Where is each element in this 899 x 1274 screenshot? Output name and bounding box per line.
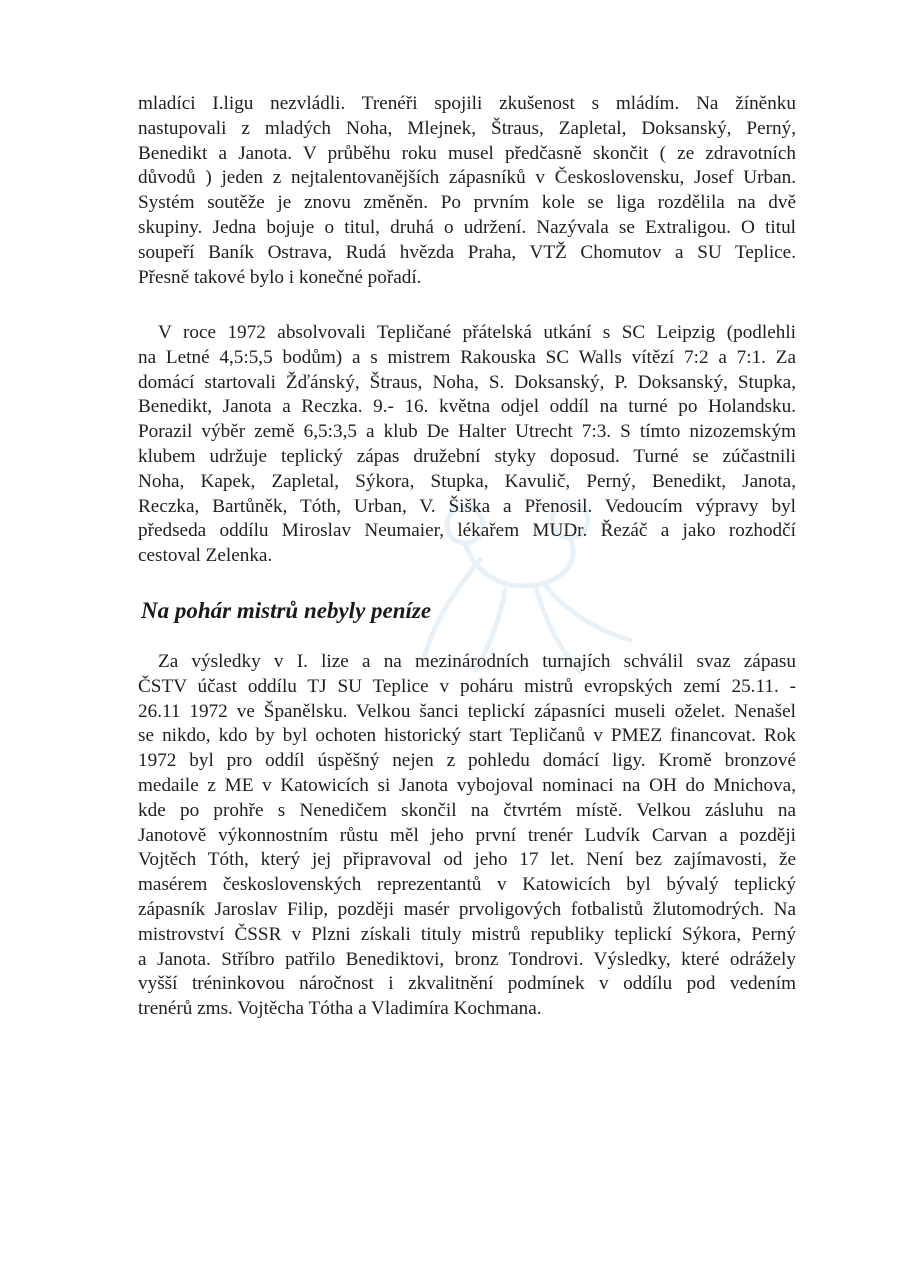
paragraph-1-line: nastupovali z mladých Noha, Mlejnek, Štraus, Zapletal, Doksanský, Perný,	[138, 117, 796, 139]
paragraph-3-line: a Janota. Stříbro patřilo Benediktovi, bronz Tondrovi. Výsledky, které odrážely	[138, 948, 796, 970]
paragraph-3-line: 26.11 1972 ve Španělsku. Velkou šanci teplickí zápasníci museli oželet. Nenašel	[138, 700, 796, 722]
paragraph-1-line: Benedikt a Janota. V průběhu roku musel předčasně skončit ( ze zdravotních	[138, 142, 796, 164]
paragraph-1-line: Systém soutěže je znovu změněn. Po prvním kole se liga rozdělila na dvě	[138, 192, 796, 214]
paragraph-3-line: 1972 byl pro oddíl úspěšný nejen z pohledu domácí ligy. Kromě bronzové	[138, 750, 796, 772]
paragraph-2-line: V roce 1972 absolvovali Tepličané přátelská utkání s SC Leipzig (podlehli	[158, 322, 796, 343]
paragraph-2	[138, 321, 796, 569]
paragraph-2-line: Porazil výběr země 6,5:3,5 a klub De Halter Utrecht 7:3. S tímto nizozemským	[138, 421, 796, 443]
paragraph-2-line: Noha, Kapek, Zapletal, Sýkora, Stupka, Kavulič, Perný, Benedikt, Janota,	[138, 470, 796, 492]
paragraph-3-line: mistrovství ČSSR v Plzni získali tituly mistrů republiky teplickí Sýkora, Perný	[138, 923, 796, 945]
paragraph-1-line: mladíci I.ligu nezvládli. Trenéři spojili zkušenost s mládím. Na žíněnku	[138, 93, 796, 114]
paragraph-3-line: vyšší tréninkovou náročnost i zkvalitnění podmínek v oddílu pod vedením	[138, 973, 796, 995]
paragraph-2-line: Benedikt, Janota a Reczka. 9.- 16. května odjel oddíl na turné po Holandsku.	[138, 396, 796, 418]
paragraph-1-line: Přesně takové bylo i konečné pořadí.	[138, 266, 422, 288]
paragraph-3-line: Za výsledky v I. lize a na mezinárodních turnajích schválil svaz zápasu	[158, 651, 796, 672]
paragraph-3-line: Janotově výkonnostním růstu měl jeho první trenér Ludvík Carvan a později	[138, 824, 796, 846]
paragraph-1-line: důvodů ) jeden z nejtalentovanějších zápasníků v Československu, Josef Urban.	[138, 167, 796, 189]
paragraph-3-line: se nikdo, kdo by byl ochoten historický start Tepličanů v PMEZ financovat. Rok	[138, 725, 796, 747]
paragraph-1	[138, 92, 796, 290]
paragraph-1-line: soupeří Baník Ostrava, Rudá hvězda Praha, VTŽ Chomutov a SU Teplice.	[138, 241, 796, 263]
paragraph-2-line: předseda oddílu Miroslav Neumaier, lékařem MUDr. Řezáč a jako rozhodčí	[138, 520, 796, 542]
paragraph-2-line: na Letné 4,5:5,5 bodům) a s mistrem Rakouska SC Walls vítězí 7:2 a 7:1. Za	[138, 346, 796, 368]
paragraph-2-line: cestoval Zelenka.	[138, 545, 273, 567]
paragraph-3-line: trenérů zms. Vojtěcha Tótha a Vladimíra Kochmana.	[138, 998, 542, 1020]
paragraph-3-line: kde po prohře s Nenedičem skončil na čtvrtém místě. Velkou zásluhu na	[138, 799, 796, 821]
paragraph-3-line: Vojtěch Tóth, který jej připravoval od jeho 17 let. Není bez zajímavosti, že	[138, 849, 796, 871]
paragraph-3	[138, 650, 796, 1022]
section-heading: Na pohár mistrů nebyly peníze	[141, 598, 432, 623]
paragraph-2-line: domácí startovali Žďánský, Štraus, Noha, S. Doksanský, P. Doksanský, Stupka,	[138, 371, 796, 393]
paragraph-3-line: ČSTV účast oddílu TJ SU Teplice v poháru mistrů evropských zemí 25.11. -	[138, 675, 796, 697]
paragraph-2-line: Reczka, Bartůněk, Tóth, Urban, V. Šiška a Přenosil. Vedoucím výpravy byl	[138, 495, 796, 517]
paragraph-3-line: zápasník Jaroslav Filip, později masér prvoligových fotbalistů žlutomodrých. Na	[138, 898, 796, 920]
paragraph-2-line: klubem udržuje teplický zápas družební styky doposud. Turné se zúčastnili	[138, 445, 796, 467]
paragraph-3-line: medaile z ME v Katowicích si Janota vybojoval nominaci na OH do Mnichova,	[138, 774, 796, 796]
paragraph-1-line: skupiny. Jedna bojuje o titul, druhá o udržení. Nazývala se Extraligou. O titul	[138, 216, 796, 238]
paragraph-3-line: masérem československých reprezentantů v Katowicích byl bývalý teplický	[138, 874, 796, 896]
